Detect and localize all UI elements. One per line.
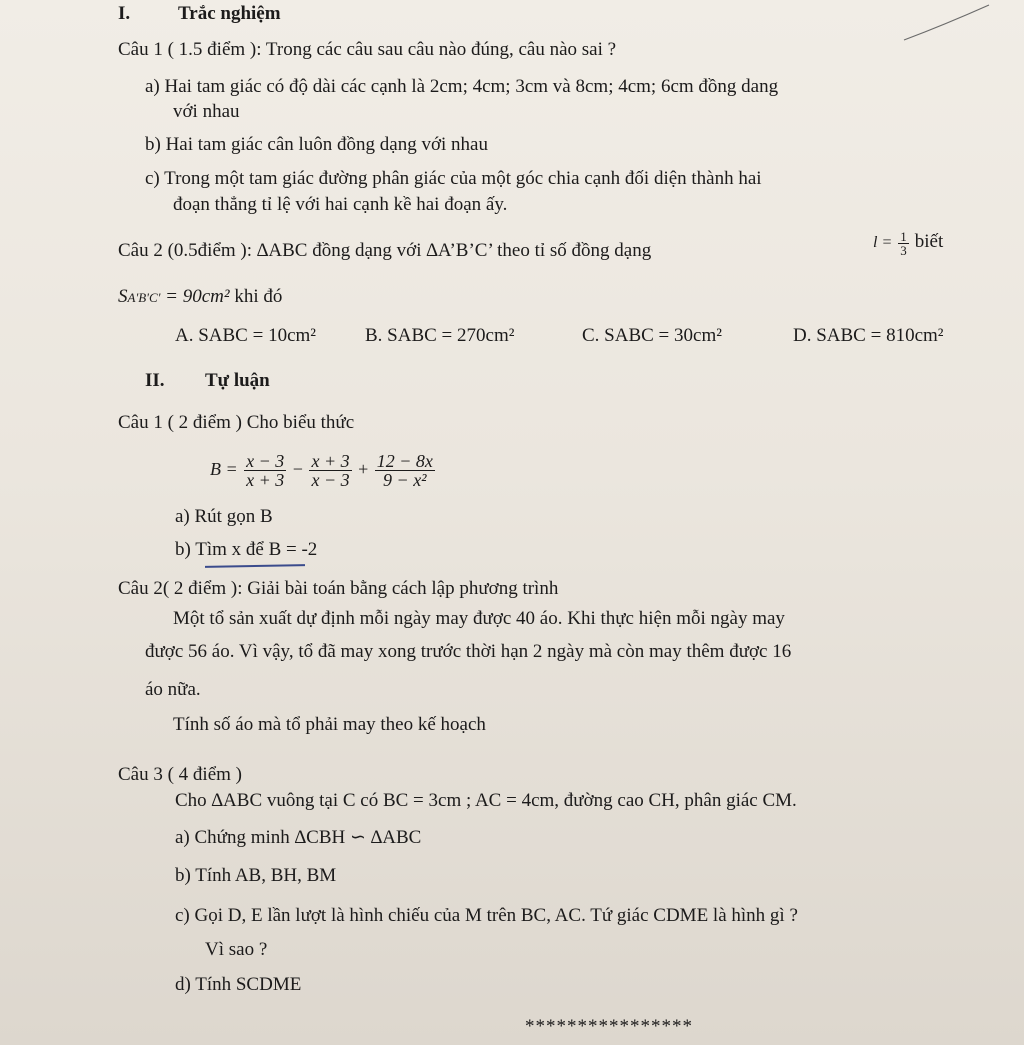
p3-title: Câu 3 ( 4 điểm ) bbox=[118, 764, 243, 785]
p1-f3-den: 9 − x² bbox=[383, 470, 427, 491]
q2-option-d: D. SABC = 810cm² bbox=[793, 325, 944, 346]
q2-ratio bbox=[873, 230, 943, 257]
p1-a: a) Rút gọn B bbox=[175, 506, 273, 527]
q2-option-a: A. SABC = 10cm² bbox=[175, 325, 316, 346]
q2-ratio-den: 3 bbox=[900, 243, 907, 258]
p1-fraction-2 bbox=[309, 452, 351, 489]
p1-op1: − bbox=[292, 459, 303, 479]
p1-expression bbox=[210, 444, 437, 494]
p3-a: a) Chứng minh ∆CBH ∽ ∆ABC bbox=[175, 827, 422, 848]
p1-expr-lhs: B = bbox=[210, 459, 238, 479]
q2-title: Câu 2 (0.5điểm ): ∆ABC đồng dạng với ∆A’B’C’ theo tỉ số đồng dạng bbox=[118, 240, 652, 261]
p1-f1-num: x − 3 bbox=[246, 451, 285, 472]
q2-option-c: C. SABC = 30cm² bbox=[582, 325, 722, 346]
p1-title: Câu 1 ( 2 điểm ) Cho biểu thức bbox=[118, 412, 355, 433]
q2-ratio-var: l = bbox=[873, 234, 893, 252]
q1-c-line2: đoạn thẳng tỉ lệ với hai cạnh kề hai đoạn ấy. bbox=[173, 194, 508, 215]
p1-fraction-3 bbox=[375, 452, 435, 489]
p1-f2-num: x + 3 bbox=[311, 451, 350, 472]
pen-underline-mark bbox=[205, 564, 305, 568]
p1-fraction-1 bbox=[244, 452, 286, 489]
q1-a-line1: a) Hai tam giác có độ dài các cạnh là 2cm; 4cm; 3cm và 8cm; 4cm; 6cm đồng dang bbox=[145, 76, 779, 97]
section-1-number: I. bbox=[118, 3, 131, 24]
q2-ratio-num: 1 bbox=[900, 229, 907, 244]
q1-b: b) Hai tam giác cân luôn đồng dạng với nhau bbox=[145, 134, 488, 155]
section-2-title: Tự luận bbox=[205, 370, 270, 391]
section-2-number: II. bbox=[145, 370, 165, 391]
pen-scribble-mark bbox=[864, 0, 994, 60]
q2-given-suffix: khi đó bbox=[234, 286, 283, 307]
p3-d: d) Tính SCDME bbox=[175, 974, 302, 995]
p2-title: Câu 2( 2 điểm ): Giải bài toán bằng cách lập phương trình bbox=[118, 578, 559, 599]
q2-title-row bbox=[118, 239, 651, 263]
q1-title: Câu 1 ( 1.5 điểm ): Trong các câu sau câu nào đúng, câu nào sai ? bbox=[118, 39, 617, 60]
p2-line-2: được 56 áo. Vì vậy, tổ đã may xong trước thời hạn 2 ngày mà còn may thêm được 16 bbox=[145, 641, 792, 662]
q2-given-s: S bbox=[118, 286, 128, 307]
q1-c-line1: c) Trong một tam giác đường phân giác của một góc chia cạnh đối diện thành hai bbox=[145, 168, 762, 189]
p2-line-3: áo nữa. bbox=[145, 679, 201, 700]
section-1-heading bbox=[118, 2, 281, 26]
q2-ratio-suffix: biết bbox=[914, 231, 944, 253]
p3-b: b) Tính AB, BH, BM bbox=[175, 865, 337, 886]
p3-c-line1: c) Gọi D, E lần lượt là hình chiếu của M trên BC, AC. Tứ giác CDME là hình gì ? bbox=[175, 905, 798, 926]
p1-f2-den: x − 3 bbox=[311, 470, 350, 491]
q2-option-b: B. SABC = 270cm² bbox=[365, 325, 515, 346]
p1-b: b) Tìm x để B = -2 bbox=[175, 539, 318, 560]
q2-given-sub: A'B'C' bbox=[127, 290, 161, 305]
p1-f1-den: x + 3 bbox=[246, 470, 285, 491]
section-2-heading bbox=[145, 369, 270, 393]
q1-a-line2: với nhau bbox=[173, 101, 240, 122]
p2-line-4: Tính số áo mà tổ phải may theo kế hoạch bbox=[173, 714, 486, 735]
q2-ratio-fraction bbox=[898, 230, 909, 257]
p3-c-line2: Vì sao ? bbox=[205, 939, 268, 960]
section-1-title: Trắc nghiệm bbox=[178, 3, 281, 24]
p1-op2: + bbox=[358, 459, 369, 479]
footer-stars: **************** bbox=[525, 1016, 693, 1037]
p3-intro: Cho ∆ABC vuông tại C có BC = 3cm ; AC = 4cm, đường cao CH, phân giác CM. bbox=[175, 790, 797, 811]
q2-given bbox=[118, 285, 282, 310]
p1-f3-num: 12 − 8x bbox=[376, 451, 433, 472]
q2-given-value: = 90cm² bbox=[165, 286, 230, 307]
p2-line-1: Một tổ sản xuất dự định mỗi ngày may được 40 áo. Khi thực hiện mỗi ngày may bbox=[173, 608, 785, 629]
